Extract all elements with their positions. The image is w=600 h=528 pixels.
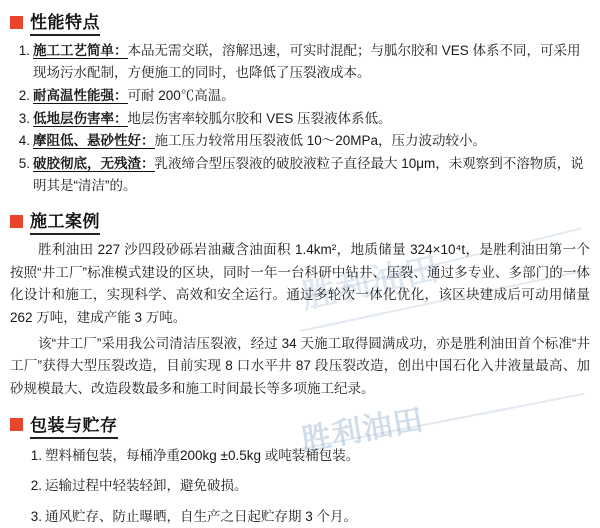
list-item-number: 2. (30, 478, 42, 494)
list-item (10, 445, 590, 467)
list-item-text (33, 153, 590, 197)
list-item-lead: 破胶彻底，无残渣： (33, 156, 155, 172)
list-item-body: 施工压力较常用压裂液低 10～20MPa，压力波动较小。 (154, 133, 487, 149)
list-item-number: 2. (18, 87, 30, 103)
list-item-number: 5. (18, 156, 30, 172)
section-title-performance: 性能特点 (30, 8, 100, 36)
list-item-text (33, 85, 590, 107)
square-bullet-icon (10, 16, 23, 29)
section-packaging (10, 411, 590, 528)
list-item (10, 506, 590, 528)
square-bullet-icon (10, 215, 23, 228)
list-item-body: 本品无需交联，溶解迅速，可实时混配；与胍尔胶和 VES 体系不同，可采用现场污水配制，方便施工的同时，也降低了压裂液成本。 (33, 43, 581, 80)
list-item-text: 运输过程中轻装轻卸，避免破损。 (45, 478, 248, 494)
list-item (10, 130, 590, 152)
section-header-performance (10, 8, 590, 36)
list-item-text (33, 40, 590, 84)
square-bullet-icon (10, 418, 23, 431)
list-item (10, 85, 590, 107)
list-item (10, 40, 590, 84)
section-title-case: 施工案例 (30, 207, 100, 235)
list-item-lead: 摩阻低、悬砂性好： (33, 133, 155, 149)
list-item-number: 3. (18, 110, 30, 126)
case-paragraph-1: 胜利油田 227 沙四段砂砾岩油藏含油面积 1.4km²，地质储量 324×10⁴t，是胜利油田第一个按照“井工厂”标准模式建设的区块，同时一年一台科研中钻井、压裂、通过多专业、多部门的一体化设计和施工，实现科学、高效和安全运行。通过多轮次一体化优化，该区块建成后可动用储量 262 万吨，建成产能 3 万吨。 (10, 242, 590, 326)
list-item-number: 4. (18, 133, 30, 149)
list-item-body: 地层伤害率较胍尔胶和 VES 压裂液体系低。 (127, 110, 392, 126)
watermark-text: 胜利油田 (298, 403, 427, 458)
list-item-number: 1. (18, 43, 30, 58)
list-item (10, 153, 590, 197)
section-header-packaging (10, 411, 590, 439)
list-item-body: 可耐 200℃高温。 (127, 87, 235, 103)
packaging-list (10, 445, 590, 528)
section-header-case (10, 207, 590, 235)
list-item-number: 1. (30, 447, 42, 463)
section-performance (10, 8, 590, 197)
list-item-text (33, 130, 590, 152)
list-item-text (33, 108, 590, 130)
section-title-packaging: 包装与贮存 (30, 411, 118, 439)
list-item-lead: 低地层伤害率： (33, 110, 128, 126)
watermark-text: 胜利油田 (298, 249, 444, 317)
list-item-text: 通风贮存、防止曝晒，自生产之日起贮存期 3 个月。 (45, 508, 358, 524)
list-item (10, 108, 590, 130)
list-item-text: 塑料桶包装，每桶净重200kg ±0.5kg 或吨装桶包装。 (45, 447, 360, 463)
list-item-lead: 施工工艺简单： (33, 43, 128, 58)
performance-list (10, 40, 590, 197)
section-case (10, 207, 590, 401)
case-paragraph-2: 该“井工厂”采用我公司清洁压裂液，经过 34 天施工取得圆满成功，亦是胜利油田首个标准“井工厂”获得大型压裂改造，目前实现 8 口水平井 87 段压裂改造，创出中国石化入井液量最高、加砂规模最大、改造段数最多和施工时间最长等多项施工纪录。 (10, 335, 590, 397)
list-item-lead: 耐高温性能强： (33, 87, 128, 103)
list-item-body: 乳液缔合型压裂液的破胶液粒子直径最大 10μm，未观察到不溶物质，说明其是“清洁”的。 (33, 156, 584, 194)
list-item-number: 3. (30, 508, 42, 524)
